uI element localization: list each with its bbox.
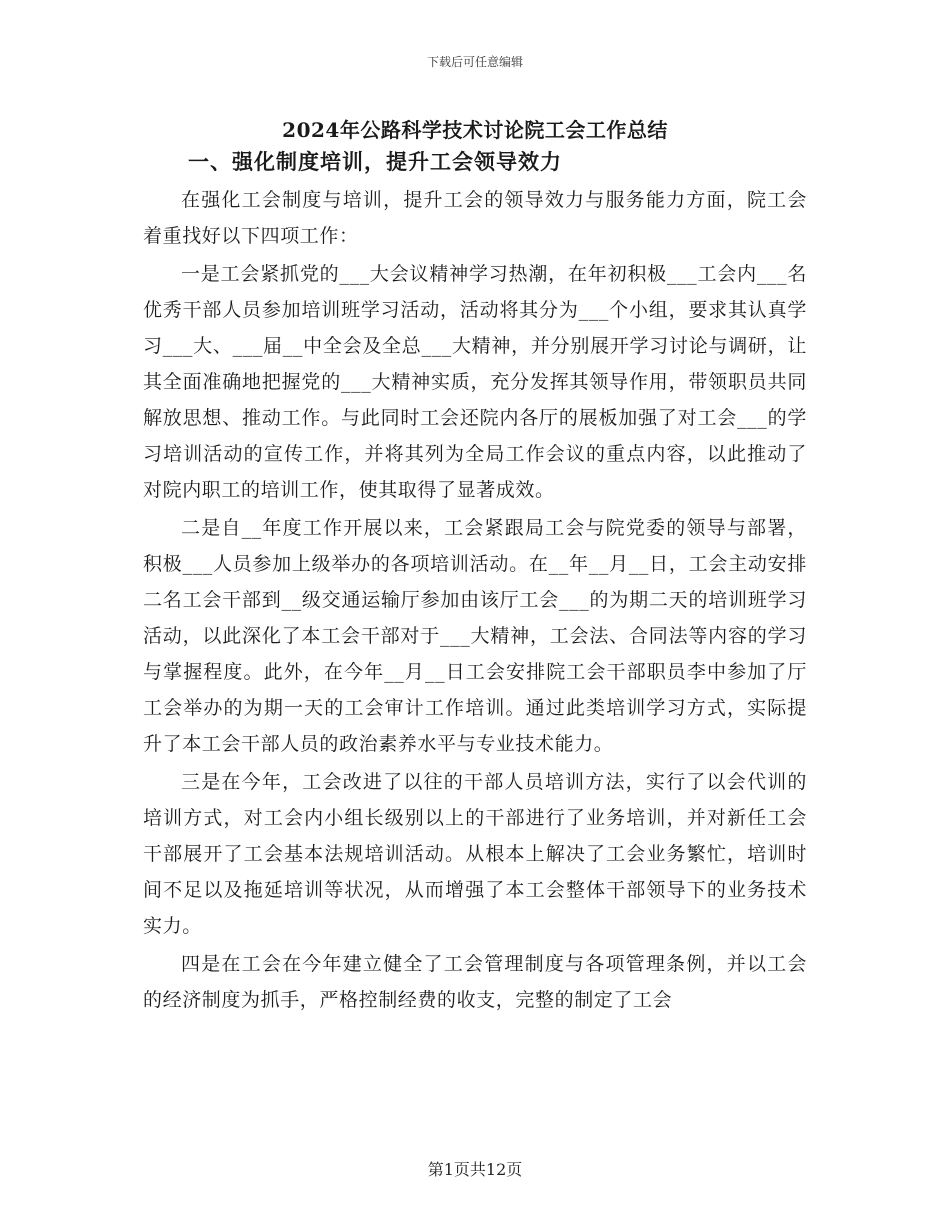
page-footer: 第1页共12页 [427, 1160, 523, 1179]
document-body [143, 182, 807, 1020]
paragraph-item-3: 三是在今年，工会改进了以往的干部人员培训方法，实行了以会代训的培训方式，对工会内小组长级别以上的干部进行了业务培训，并对新任工会干部展开了工会基本法规培训活动。从根本上解决了工会业务繁忙，培训时间不足以及拖延培训等状况，从而增强了本工会整体干部领导下的业务技术实力。 [143, 771, 807, 937]
header-note: 下载后可任意编辑 [426, 55, 523, 69]
paragraph-item-2: 二是自__年度工作开展以来，工会紧跟局工会与院党委的领导与部署，积极___人员参加上级举办的各项培训活动。在__年__月__日，工会主动安排二名工会干部到__级交通运输厅参加由该厅工会___的为期二天的培训班学习活动，以此深化了本工会干部对于___大精神，工会法、合同法等内容的学习与掌握程度。此外，在今年__月__日工会安排院工会干部职员李中参加了厅工会举办的为期一天的工会审计工作培训。通过此类培训学习方式，实际提升了本工会干部人员的政治素养水平与专业技术能力。 [143, 517, 807, 755]
paragraph-intro: 在强化工会制度与培训，提升工会的领导效力与服务能力方面，院工会着重找好以下四项工作： [143, 189, 807, 247]
section-heading: 一、强化制度培训，提升工会领导效力 [188, 149, 562, 174]
document-title: 2024年公路科学技术讨论院工会工作总结 [282, 118, 668, 142]
paragraph-item-1: 一是工会紧抓党的___大会议精神学习热潮，在年初积极___工会内___名优秀干部人员参加培训班学习活动，活动将其分为___个小组，要求其认真学习___大、___届__中全会及全总___大精神，并分别展开学习讨论与调研，让其全面准确地把握党的___大精神实质，充分发挥其领导作用，带领职员共同解放思想、推动工作。与此同时工会还院内各厅的展板加强了对工会___的学习培训活动的宣传工作，并将其列为全局工作会议的重点内容，以此推动了对院内职工的培训工作，使其取得了显著成效。 [143, 263, 807, 501]
paragraph-item-4: 四是在工会在今年建立健全了工会管理制度与各项管理条例，并以工会的经济制度为抓手，严格控制经费的收支，完整的制定了工会 [143, 953, 807, 1011]
